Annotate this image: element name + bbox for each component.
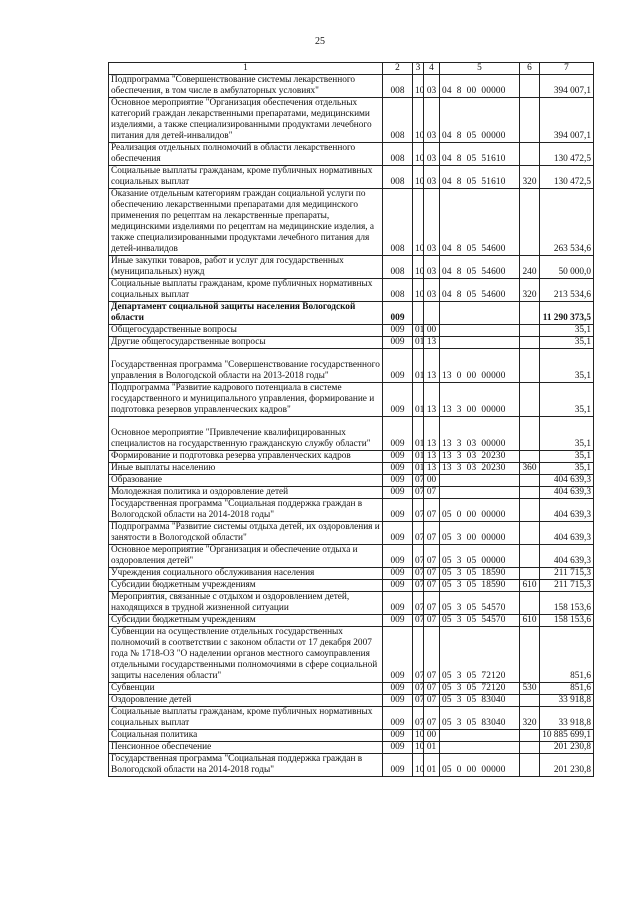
- row-expense-type: [520, 143, 540, 166]
- row-expense-type: [520, 592, 540, 615]
- row-target-article: [440, 742, 520, 754]
- row-subsection-code: 03: [424, 98, 440, 143]
- row-subsection-code: 13: [424, 451, 440, 463]
- row-target-article: 13 3 03 00000: [440, 417, 520, 451]
- table-row: [109, 166, 594, 189]
- row-section-code: 07: [413, 695, 424, 707]
- row-subsection-code: 00: [424, 325, 440, 337]
- row-subsection-code: 07: [424, 615, 440, 627]
- row-ministry-code: 009: [383, 615, 413, 627]
- row-amount: 35,1: [540, 349, 594, 383]
- row-subsection-code: 07: [424, 707, 440, 730]
- row-amount: 404 639,3: [540, 522, 594, 545]
- table-row: [109, 499, 594, 522]
- row-amount: 213 534,6: [540, 279, 594, 302]
- row-ministry-code: 009: [383, 475, 413, 487]
- row-expense-type: 320: [520, 707, 540, 730]
- table-body: [109, 75, 594, 777]
- row-subsection-code: 03: [424, 279, 440, 302]
- row-amount: 130 472,5: [540, 143, 594, 166]
- row-section-code: 07: [413, 683, 424, 695]
- row-target-article: 05 3 05 54570: [440, 615, 520, 627]
- row-subsection-code: 07: [424, 545, 440, 568]
- row-expense-type: [520, 754, 540, 777]
- row-section-code: 10: [413, 730, 424, 742]
- row-subsection-code: 03: [424, 75, 440, 98]
- row-subsection-code: 00: [424, 475, 440, 487]
- row-ministry-code: 009: [383, 592, 413, 615]
- row-name: Основное мероприятие "Привлечение квалифицированных специалистов на государственную гражданскую службу области": [109, 417, 383, 451]
- header-section: 3: [413, 63, 424, 75]
- row-ministry-code: 009: [383, 627, 413, 683]
- row-expense-type: [520, 568, 540, 580]
- table-row: [109, 325, 594, 337]
- row-amount: 35,1: [540, 463, 594, 475]
- row-section-code: 01: [413, 383, 424, 417]
- table-row: [109, 463, 594, 475]
- table-row: [109, 256, 594, 279]
- row-section-code: 07: [413, 545, 424, 568]
- row-name: Оздоровление детей: [109, 695, 383, 707]
- table-row: [109, 383, 594, 417]
- row-name: Социальные выплаты гражданам, кроме публичных нормативных социальных выплат: [109, 707, 383, 730]
- row-amount: 851,6: [540, 683, 594, 695]
- row-ministry-code: 008: [383, 143, 413, 166]
- row-expense-type: [520, 302, 540, 325]
- table-row: [109, 522, 594, 545]
- row-ministry-code: 009: [383, 730, 413, 742]
- row-ministry-code: 009: [383, 545, 413, 568]
- row-expense-type: 320: [520, 279, 540, 302]
- table-row: [109, 337, 594, 349]
- table-row: [109, 615, 594, 627]
- row-name: Основное мероприятие "Организация и обеспечение отдыха и оздоровления детей": [109, 545, 383, 568]
- row-section-code: 01: [413, 325, 424, 337]
- row-section-code: 10: [413, 75, 424, 98]
- row-target-article: [440, 475, 520, 487]
- row-name: Другие общегосударственные вопросы: [109, 337, 383, 349]
- table-row: [109, 143, 594, 166]
- row-amount: 158 153,6: [540, 615, 594, 627]
- row-target-article: 13 3 00 00000: [440, 383, 520, 417]
- table-row: [109, 730, 594, 742]
- row-target-article: 05 0 00 00000: [440, 754, 520, 777]
- row-amount: 130 472,5: [540, 166, 594, 189]
- row-expense-type: [520, 349, 540, 383]
- row-expense-type: 610: [520, 615, 540, 627]
- row-expense-type: 530: [520, 683, 540, 695]
- table-row: [109, 695, 594, 707]
- row-subsection-code: 07: [424, 695, 440, 707]
- row-section-code: 07: [413, 707, 424, 730]
- row-amount: 404 639,3: [540, 487, 594, 499]
- row-section-code: 10: [413, 143, 424, 166]
- row-name: Субсидии бюджетным учреждениям: [109, 615, 383, 627]
- row-section-code: 07: [413, 487, 424, 499]
- row-expense-type: [520, 475, 540, 487]
- row-section-code: 01: [413, 417, 424, 451]
- row-section-code: 10: [413, 166, 424, 189]
- table-row: [109, 75, 594, 98]
- row-subsection-code: 13: [424, 349, 440, 383]
- row-amount: 851,6: [540, 627, 594, 683]
- row-subsection-code: 07: [424, 580, 440, 592]
- row-target-article: [440, 337, 520, 349]
- row-subsection-code: 07: [424, 499, 440, 522]
- row-subsection-code: 03: [424, 189, 440, 256]
- row-name: Подпрограмма "Развитие системы отдыха детей, их оздоровления и занятости в Вологодской области": [109, 522, 383, 545]
- row-expense-type: [520, 499, 540, 522]
- row-expense-type: [520, 451, 540, 463]
- row-section-code: 07: [413, 475, 424, 487]
- row-expense-type: [520, 627, 540, 683]
- header-amount: 7: [540, 63, 594, 75]
- row-name: Общегосударственные вопросы: [109, 325, 383, 337]
- row-subsection-code: 07: [424, 627, 440, 683]
- row-amount: 201 230,8: [540, 742, 594, 754]
- row-name: Подпрограмма "Развитие кадрового потенциала в системе государственного и муниципального управления, формирование и подготовка резервов управленческих кадров": [109, 383, 383, 417]
- row-target-article: 04 8 05 54600: [440, 279, 520, 302]
- row-ministry-code: 009: [383, 302, 413, 325]
- row-expense-type: [520, 487, 540, 499]
- row-ministry-code: 009: [383, 499, 413, 522]
- row-subsection-code: 00: [424, 730, 440, 742]
- table-row: [109, 98, 594, 143]
- table-row: [109, 627, 594, 683]
- row-name: Социальные выплаты гражданам, кроме публичных нормативных социальных выплат: [109, 279, 383, 302]
- row-section-code: 10: [413, 98, 424, 143]
- row-subsection-code: 03: [424, 166, 440, 189]
- row-target-article: 05 3 05 00000: [440, 545, 520, 568]
- row-subsection-code: 03: [424, 256, 440, 279]
- row-expense-type: [520, 522, 540, 545]
- row-name: Молодежная политика и оздоровление детей: [109, 487, 383, 499]
- row-subsection-code: 07: [424, 487, 440, 499]
- row-section-code: 10: [413, 279, 424, 302]
- row-amount: 50 000,0: [540, 256, 594, 279]
- row-ministry-code: 008: [383, 75, 413, 98]
- table-row: [109, 417, 594, 451]
- row-expense-type: [520, 417, 540, 451]
- row-name: Реализация отдельных полномочий в области лекарственного обеспечения: [109, 143, 383, 166]
- row-ministry-code: 009: [383, 695, 413, 707]
- row-subsection-code: 13: [424, 463, 440, 475]
- row-amount: 394 007,1: [540, 98, 594, 143]
- row-name: Оказание отдельным категориям граждан социальной услуги по обеспечению лекарственными препаратами для медицинского применения по рецептам на лекарственные препараты, медицинскими изделиями по рецептам на медицинские изделия, а также специализированными продуктами лечебного питания для детей-инвалидов: [109, 189, 383, 256]
- row-section-code: 01: [413, 451, 424, 463]
- row-ministry-code: 009: [383, 451, 413, 463]
- row-amount: 201 230,8: [540, 754, 594, 777]
- row-name: Субвенции на осуществление отдельных государственных полномочий в соответствии с законом области от 17 декабря 2007 года № 1718-ОЗ "О наделении органов местного самоуправления отдельными государственными полномочиями в сфере социальной защиты населения области": [109, 627, 383, 683]
- row-subsection-code: 01: [424, 742, 440, 754]
- row-target-article: 05 3 05 18590: [440, 580, 520, 592]
- row-section-code: 01: [413, 337, 424, 349]
- row-section-code: [413, 302, 424, 325]
- row-section-code: 10: [413, 256, 424, 279]
- row-ministry-code: 009: [383, 463, 413, 475]
- header-name: 1: [109, 63, 383, 75]
- row-target-article: 04 8 05 54600: [440, 189, 520, 256]
- row-section-code: 07: [413, 615, 424, 627]
- row-ministry-code: 009: [383, 683, 413, 695]
- row-ministry-code: 009: [383, 707, 413, 730]
- row-expense-type: [520, 545, 540, 568]
- row-target-article: 05 3 00 00000: [440, 522, 520, 545]
- table-row: [109, 568, 594, 580]
- row-ministry-code: 008: [383, 189, 413, 256]
- row-target-article: 13 3 03 20230: [440, 463, 520, 475]
- row-target-article: 04 8 05 51610: [440, 166, 520, 189]
- row-ministry-code: 009: [383, 568, 413, 580]
- row-amount: 35,1: [540, 417, 594, 451]
- row-ministry-code: 009: [383, 742, 413, 754]
- row-ministry-code: 008: [383, 279, 413, 302]
- page-number: 25: [315, 36, 325, 47]
- table-row: [109, 683, 594, 695]
- row-expense-type: [520, 98, 540, 143]
- row-ministry-code: 009: [383, 487, 413, 499]
- row-expense-type: [520, 742, 540, 754]
- row-amount: 404 639,3: [540, 475, 594, 487]
- row-name: Подпрограмма "Совершенствование системы лекарственного обеспечения, в том числе в амбулаторных условиях": [109, 75, 383, 98]
- row-target-article: 05 3 05 72120: [440, 627, 520, 683]
- row-amount: 158 153,6: [540, 592, 594, 615]
- row-ministry-code: 008: [383, 256, 413, 279]
- row-name: Социальные выплаты гражданам, кроме публичных нормативных социальных выплат: [109, 166, 383, 189]
- row-amount: 35,1: [540, 325, 594, 337]
- row-subsection-code: [424, 302, 440, 325]
- row-expense-type: [520, 189, 540, 256]
- row-subsection-code: 13: [424, 417, 440, 451]
- row-target-article: [440, 302, 520, 325]
- row-name: Мероприятия, связанные с отдыхом и оздоровлением детей, находящихся в трудной жизненной ситуации: [109, 592, 383, 615]
- row-section-code: 01: [413, 463, 424, 475]
- header-ministry: 2: [383, 63, 413, 75]
- header-expense-type: 6: [520, 63, 540, 75]
- table-row: [109, 545, 594, 568]
- header-row: [109, 63, 594, 75]
- row-expense-type: 360: [520, 463, 540, 475]
- row-target-article: 05 3 05 72120: [440, 683, 520, 695]
- table-row: [109, 451, 594, 463]
- row-expense-type: [520, 383, 540, 417]
- row-amount: 10 885 699,1: [540, 730, 594, 742]
- row-ministry-code: 008: [383, 166, 413, 189]
- row-ministry-code: 009: [383, 417, 413, 451]
- table-row: [109, 279, 594, 302]
- row-target-article: 13 0 00 00000: [440, 349, 520, 383]
- row-amount: 33 918,8: [540, 695, 594, 707]
- row-subsection-code: 07: [424, 568, 440, 580]
- row-target-article: 13 3 03 20230: [440, 451, 520, 463]
- row-expense-type: 320: [520, 166, 540, 189]
- row-section-code: 07: [413, 592, 424, 615]
- row-expense-type: [520, 325, 540, 337]
- row-amount: 35,1: [540, 383, 594, 417]
- row-section-code: 07: [413, 627, 424, 683]
- row-amount: 35,1: [540, 337, 594, 349]
- row-name: Основное мероприятие "Организация обеспечения отдельных категорий граждан лекарственными препаратами, медицинскими изделиями, а также специализированными продуктами лечебного питания для детей-инвалидов": [109, 98, 383, 143]
- row-name: Иные выплаты населению: [109, 463, 383, 475]
- row-expense-type: [520, 75, 540, 98]
- row-target-article: 04 8 05 00000: [440, 98, 520, 143]
- row-target-article: [440, 730, 520, 742]
- row-name: Государственная программа "Социальная поддержка граждан в Вологодской области на 2014-2018 годы": [109, 754, 383, 777]
- row-section-code: 10: [413, 754, 424, 777]
- row-name: Департамент социальной защиты населения Вологодской области: [109, 302, 383, 325]
- row-name: Государственная программа "Совершенствование государственного управления в Вологодской области на 2013-2018 годы": [109, 349, 383, 383]
- row-expense-type: [520, 730, 540, 742]
- row-expense-type: [520, 695, 540, 707]
- header-subsection: 4: [424, 63, 440, 75]
- row-amount: 404 639,3: [540, 545, 594, 568]
- row-subsection-code: 03: [424, 143, 440, 166]
- row-subsection-code: 13: [424, 383, 440, 417]
- row-target-article: 05 3 05 83040: [440, 707, 520, 730]
- row-expense-type: 610: [520, 580, 540, 592]
- row-name: Учреждения социального обслуживания населения: [109, 568, 383, 580]
- row-amount: 394 007,1: [540, 75, 594, 98]
- row-target-article: [440, 487, 520, 499]
- row-amount: 33 918,8: [540, 707, 594, 730]
- row-section-code: 10: [413, 742, 424, 754]
- row-expense-type: 240: [520, 256, 540, 279]
- table-row: [109, 592, 594, 615]
- row-target-article: 05 3 05 18590: [440, 568, 520, 580]
- table-row: [109, 580, 594, 592]
- row-name: Государственная программа "Социальная поддержка граждан в Вологодской области на 2014-2018 годы": [109, 499, 383, 522]
- row-section-code: 07: [413, 499, 424, 522]
- row-subsection-code: 07: [424, 522, 440, 545]
- row-subsection-code: 07: [424, 592, 440, 615]
- table-row: [109, 189, 594, 256]
- row-ministry-code: 009: [383, 383, 413, 417]
- row-section-code: 07: [413, 580, 424, 592]
- row-amount: 404 639,3: [540, 499, 594, 522]
- row-target-article: 04 8 05 54600: [440, 256, 520, 279]
- row-ministry-code: 009: [383, 522, 413, 545]
- row-ministry-code: 009: [383, 325, 413, 337]
- row-section-code: 01: [413, 349, 424, 383]
- row-ministry-code: 009: [383, 337, 413, 349]
- row-name: Социальная политика: [109, 730, 383, 742]
- row-target-article: 05 0 00 00000: [440, 499, 520, 522]
- header-target-article: 5: [440, 63, 520, 75]
- row-name: Иные закупки товаров, работ и услуг для государственных (муниципальных) нужд: [109, 256, 383, 279]
- row-amount: 211 715,3: [540, 568, 594, 580]
- table-row: [109, 475, 594, 487]
- row-name: Субвенции: [109, 683, 383, 695]
- budget-table: [108, 62, 594, 777]
- row-subsection-code: 01: [424, 754, 440, 777]
- row-amount: 35,1: [540, 451, 594, 463]
- row-name: Образование: [109, 475, 383, 487]
- row-amount: 263 534,6: [540, 189, 594, 256]
- row-target-article: 04 8 00 00000: [440, 75, 520, 98]
- table-row: [109, 487, 594, 499]
- row-section-code: 07: [413, 568, 424, 580]
- row-target-article: 05 3 05 83040: [440, 695, 520, 707]
- row-name: Пенсионное обеспечение: [109, 742, 383, 754]
- row-name: Субсидии бюджетным учреждениям: [109, 580, 383, 592]
- row-target-article: 05 3 05 54570: [440, 592, 520, 615]
- row-amount: 11 290 373,5: [540, 302, 594, 325]
- row-expense-type: [520, 337, 540, 349]
- row-section-code: 10: [413, 189, 424, 256]
- row-name: Формирование и подготовка резерва управленческих кадров: [109, 451, 383, 463]
- row-ministry-code: 009: [383, 754, 413, 777]
- row-ministry-code: 009: [383, 580, 413, 592]
- table-row: [109, 754, 594, 777]
- table-row: [109, 349, 594, 383]
- row-target-article: 04 8 05 51610: [440, 143, 520, 166]
- table-row: [109, 742, 594, 754]
- row-amount: 211 715,3: [540, 580, 594, 592]
- row-ministry-code: 008: [383, 98, 413, 143]
- row-section-code: 07: [413, 522, 424, 545]
- table-row: [109, 302, 594, 325]
- table-row: [109, 707, 594, 730]
- row-ministry-code: 009: [383, 349, 413, 383]
- row-subsection-code: 07: [424, 683, 440, 695]
- row-subsection-code: 13: [424, 337, 440, 349]
- row-target-article: [440, 325, 520, 337]
